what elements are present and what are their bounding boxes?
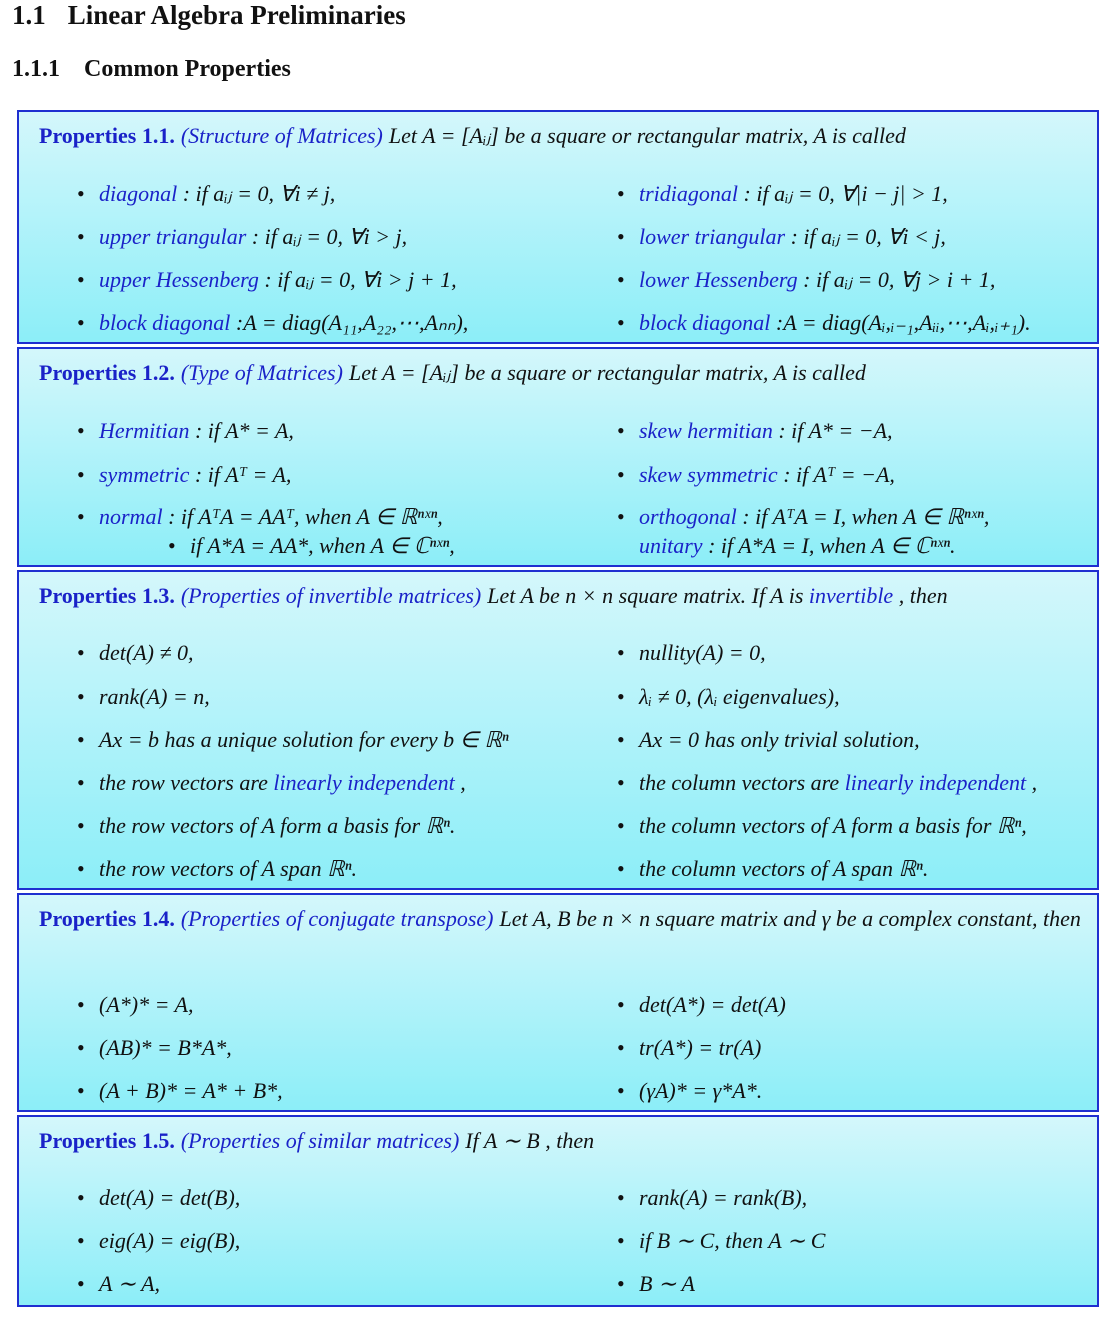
properties-intro: Let A = [Aᵢⱼ] be a square or rectangular matrix, A is called xyxy=(388,123,906,148)
term: diagonal xyxy=(99,181,178,206)
term: upper Hessenberg xyxy=(99,267,259,292)
box-header xyxy=(39,359,1083,387)
term: lower triangular xyxy=(639,224,786,249)
item-continuation xyxy=(639,532,956,560)
box-header xyxy=(39,582,1083,610)
item-text: : if aᵢⱼ = 0, ∀i > j + 1, xyxy=(258,267,457,292)
list-item xyxy=(99,769,466,797)
item-text: : if aᵢⱼ = 0, ∀j > i + 1, xyxy=(797,267,996,292)
term: skew symmetric xyxy=(639,462,778,487)
section-heading xyxy=(12,0,406,31)
box-header xyxy=(39,122,1083,150)
properties-label: Properties 1.1. xyxy=(39,123,175,148)
list-item: • eig(A) = eig(B), xyxy=(99,1227,240,1255)
list-item xyxy=(639,503,989,531)
list-item: • det(A*) = det(A) xyxy=(639,991,786,1019)
list-item xyxy=(99,417,294,445)
properties-title: (Properties of invertible matrices) xyxy=(180,583,482,608)
list-item xyxy=(639,309,1031,337)
properties-intro: , then xyxy=(893,583,948,608)
list-item xyxy=(99,266,457,294)
properties-box-1-1 xyxy=(17,110,1099,344)
list-item: • det(A) ≠ 0, xyxy=(99,639,194,667)
list-item: • Ax = b has a unique solution for every b ∈ ℝⁿ xyxy=(99,726,509,754)
list-item xyxy=(639,180,948,208)
list-item: • nullity(A) = 0, xyxy=(639,639,766,667)
item-text: : if A* = −A, xyxy=(772,418,893,443)
properties-box-1-4 xyxy=(17,893,1099,1112)
term: block diagonal xyxy=(639,310,771,335)
item-text: : if A*A = I, when A ∈ ℂⁿˣⁿ. xyxy=(702,533,956,558)
item-text: , xyxy=(454,770,466,795)
properties-intro: If A ∼ B , then xyxy=(465,1128,595,1153)
subsection-number: 1.1.1 xyxy=(12,56,60,82)
properties-intro: Let A = [Aᵢⱼ] be a square or rectangular matrix, A is called xyxy=(348,360,866,385)
list-item xyxy=(639,266,995,294)
term: lower Hessenberg xyxy=(639,267,798,292)
properties-label: Properties 1.3. xyxy=(39,583,175,608)
list-item: • (γA)* = γ*A*. xyxy=(639,1077,762,1105)
term: symmetric xyxy=(99,462,190,487)
list-item xyxy=(99,461,291,489)
item-text: : if Aᵀ = A, xyxy=(189,462,292,487)
item-text: : if AᵀA = I, when A ∈ ℝⁿˣⁿ, xyxy=(736,504,990,529)
list-item: • A ∼ A, xyxy=(99,1270,160,1298)
item-text: , xyxy=(1026,770,1038,795)
list-item: • Ax = 0 has only trivial solution, xyxy=(639,726,920,754)
properties-box-1-2 xyxy=(17,347,1099,567)
properties-label: Properties 1.4. xyxy=(39,906,175,931)
properties-title: (Type of Matrices) xyxy=(180,360,343,385)
list-item xyxy=(639,223,946,251)
properties-title: (Properties of conjugate transpose) xyxy=(180,906,494,931)
list-item xyxy=(99,223,407,251)
term: Hermitian xyxy=(99,418,190,443)
term: upper triangular xyxy=(99,224,247,249)
properties-label: Properties 1.2. xyxy=(39,360,175,385)
list-item: • the column vectors of A span ℝⁿ. xyxy=(639,855,928,883)
list-item: • B ∼ A xyxy=(639,1270,695,1298)
list-item: • λᵢ ≠ 0, (λᵢ eigenvalues), xyxy=(639,683,840,711)
item-text: : if aᵢⱼ = 0, ∀|i − j| > 1, xyxy=(738,181,948,206)
section-title: Linear Algebra Preliminaries xyxy=(67,0,406,30)
term: block diagonal xyxy=(99,310,231,335)
term: orthogonal xyxy=(639,504,737,529)
term: linearly independent xyxy=(844,770,1027,795)
list-item: • det(A) = det(B), xyxy=(99,1184,240,1212)
item-continuation: • if A*A = AA*, when A ∈ ℂⁿˣⁿ, xyxy=(190,532,455,560)
box-header xyxy=(33,905,1083,933)
term: skew hermitian xyxy=(639,418,773,443)
list-item xyxy=(99,180,335,208)
properties-title: (Structure of Matrices) xyxy=(180,123,383,148)
item-text: the column vectors are xyxy=(639,770,845,795)
properties-title: (Properties of similar matrices) xyxy=(180,1128,460,1153)
list-item xyxy=(99,503,443,531)
properties-intro: Let A be n × n square matrix. If A is xyxy=(487,583,809,608)
list-item: • (A + B)* = A* + B*, xyxy=(99,1077,283,1105)
properties-intro: Let A, B be n × n square matrix and γ be a complex constant, then xyxy=(499,906,1081,931)
term: linearly independent xyxy=(273,770,455,795)
item-text: : if A* = A, xyxy=(189,418,294,443)
item-text: : if Aᵀ = −A, xyxy=(777,462,895,487)
list-item: • tr(A*) = tr(A) xyxy=(639,1034,761,1062)
list-item: • rank(A) = rank(B), xyxy=(639,1184,807,1212)
item-text: : if AᵀA = AAᵀ, when A ∈ ℝⁿˣⁿ, xyxy=(162,504,443,529)
term: invertible xyxy=(808,583,894,608)
list-item: • (A*)* = A, xyxy=(99,991,193,1019)
subsection-title: Common Properties xyxy=(84,56,291,82)
properties-box-1-5 xyxy=(17,1115,1099,1307)
list-item xyxy=(639,769,1037,797)
list-item xyxy=(99,309,468,337)
term: unitary xyxy=(639,533,703,558)
subsection-heading xyxy=(12,56,291,83)
list-item: • if B ∼ C, then A ∼ C xyxy=(639,1227,825,1255)
item-text: : if aᵢⱼ = 0, ∀i < j, xyxy=(785,224,946,249)
box-header xyxy=(39,1127,1083,1155)
properties-label: Properties 1.5. xyxy=(39,1128,175,1153)
list-item: • the row vectors of A form a basis for ℝⁿ. xyxy=(99,812,455,840)
item-text: : if aᵢⱼ = 0, ∀i ≠ j, xyxy=(177,181,336,206)
list-item xyxy=(639,417,893,445)
list-item: • rank(A) = n, xyxy=(99,683,210,711)
properties-box-1-3 xyxy=(17,570,1099,890)
term: tridiagonal xyxy=(639,181,739,206)
item-text: the row vectors are xyxy=(99,770,274,795)
list-item: • the column vectors of A form a basis for ℝⁿ, xyxy=(639,812,1027,840)
item-text: :A = diag(Aᵢ,ᵢ₋₁,Aᵢᵢ,⋯,Aᵢ,ᵢ₊₁). xyxy=(770,310,1031,335)
list-item: • the row vectors of A span ℝⁿ. xyxy=(99,855,357,883)
list-item xyxy=(639,461,895,489)
list-item: • (AB)* = B*A*, xyxy=(99,1034,232,1062)
term: normal xyxy=(99,504,163,529)
section-number: 1.1 xyxy=(12,0,46,30)
item-text: :A = diag(A₁₁,A₂₂,⋯,Aₙₙ), xyxy=(230,310,469,335)
item-text: : if aᵢⱼ = 0, ∀i > j, xyxy=(246,224,408,249)
